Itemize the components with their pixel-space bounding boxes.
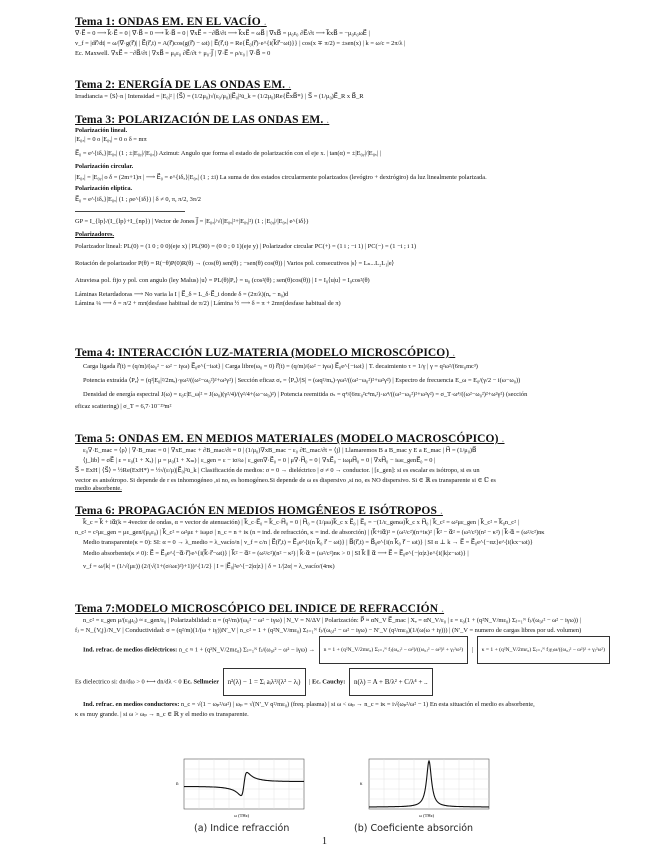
formula-line: vector es anisótropo. Si depende de r es inhomogéneo ,si no, es homogéneo.Si depende de ω es dispersivo ,si no, es NO dispersivo. Si ∈ ℝ es transparente si ∈ ℂ es: [75, 476, 496, 484]
formula: Es dielectrico si: dn/dω > 0 ⟷ dn/dλ < 0: [75, 678, 182, 686]
formula-line: Densidad de energía espectral J(ω) = ε₀c|E_ω|² = J(ω₀)(γ²/4)/(γ²/4+(ω−ω₀)²) | Potencia reemitida σₛ = q⁴/(6πε₀²c⁴mₑ²)·ω⁴/((ω²−ω₀²)²+ω²γ²) = σ_T·ω⁴/((ω²−ω₀²)²+ω²γ²) (sección: [83, 391, 528, 398]
section-tema-7: [75, 603, 615, 719]
formula-line: Rotación de polarizador P(θ) = R(−θ)P(0)R(θ) → (cos(θ) sen(θ) ; −sen(θ) cos(θ)) | Varios pol. consecutivos |s⟩ = Lₙ...L₂L₁|e⟩: [75, 260, 395, 268]
formula-line: Lámina ¼ ⟶ δ = π/2 + mπ(desfase habitual de π/2) | Lámina ½ ⟶ δ = π + 2mπ(desfase habitual de π): [75, 300, 341, 308]
section-heading: Tema 5: ONDAS EM. EN MEDIOS MATERIALES (MODELO MACROSCÓPICO) .: [75, 433, 615, 445]
section-tema-1: [75, 16, 615, 60]
formula-line: medio absorbente.: [75, 484, 122, 492]
conductor-label: Ind. refrac. en medios conductores:: [83, 701, 180, 709]
formula-line: k⃗_c = k⃗ + iα⃗(k = 4vector de ondas, α = vector de atenuación) | k⃗_c·E⃗₀ = k⃗_c·H⃗₀ = 0 | H⃗₀ = (1/μω)k⃗_c x E⃗₀ | E⃗₀ = −(1/ε_genω)k⃗_c x H⃗₀ | k⃗_c² = ω²με_gen | k⃗_c² = k⃗₀n_c² |: [83, 519, 519, 526]
formula-line: Atraviesa pol. fijo y pol. con angulo (ley Malus) |u⟩ = PL(θ)|Pₓ⟩ = u₀ (cos²(θ) ; sen(θ)cos(θ)) | I = I₀⟨u|u⟩ = I₀cos²(θ): [75, 277, 370, 285]
formula-line: κ es muy grande. | si ω > ωₚ → n_c ∈ ℝ y el medio es transparente.: [75, 710, 249, 718]
section-tema-6: [75, 505, 615, 575]
section-heading: Tema 2: ENERGÍA DE LAS ONDAS EM. .: [75, 79, 615, 91]
subheading: Polarización circular.: [75, 163, 134, 171]
subheading: Polarización lineal.: [75, 127, 128, 134]
y-axis-label: κ: [360, 782, 363, 787]
section-tema-4: [75, 347, 615, 412]
absorption-coefficient-figure: [357, 757, 492, 819]
divider: [75, 211, 185, 212]
conductor-line: [75, 700, 615, 710]
section-tema-3: [75, 114, 615, 308]
section-heading: Tema 3: POLARIZACIÓN DE LAS ONDAS EM. .: [75, 114, 615, 126]
formula-line: |E₀ₓ| = |E₀ᵧ| o δ = (2m+1)π | ⟶ E⃗₀ = e^{iδₓ}|E₀ₓ| (1 ; ±i) La suma de dos estados circularmente polarizados (levógiro + dextrógiro) da luz linealmente polarizada.: [75, 174, 487, 182]
page-number: 1: [322, 836, 327, 847]
formula-line: n_c² = c²με_gen = με_gen/(μ₀ε₀) | k⃗_c² = ω²με + iωμσ | n_c = n + iκ (n = ind. de refracción, κ = ind. de absorción) | (k⃗+iα⃗)² = (ω²/c²)(n+iκ)² | k⃗² − α⃗² = (ω²/c²)(n² − κ²) | k⃗·α⃗ = (ω²/c²)nκ: [75, 529, 545, 537]
section-heading: Tema 7:MODELO MICROSCÓPICO DEL INDICE DE REFRACCIÓN .: [75, 603, 615, 615]
formula-line: GP = I_{lp}/(I_{lp}+I_{np}) | Vector de Jones J⃗ = |E₀ₓ|/√(|E₀ₓ|²+|E₀ᵧ|²) (1 ; |E₀ᵧ|/|E₀ₓ| e^{iδ}): [75, 218, 309, 226]
boxed-formula-cauchy: n(λ) = A + B/λ² + C/λ⁴ + ..: [349, 668, 433, 696]
formula-line: |E₀ₓ| = 0 o |E₀ᵧ| = 0 o δ = mπ: [75, 136, 147, 143]
formula-line: ⟨j_lib⟩ = σE⃗ | ε = ε₀(1 + Xₑ) | μ = μ₀(1 + Xₘ) | ε_gen = ε − iσ/ω | ε_gen∇·E⃗₀ = 0 | μ∇·H⃗₀ = 0 | ∇xE⃗₀ − iωμH⃗₀ = 0 | ∇xH⃗₀ − iωε_genE⃗₀ = 0 |: [83, 457, 436, 465]
dielectric-line: Ind. refrac. de medios dieléctricos: n_c ≈ 1 + (q²N_V/2mε₀) Σⱼ₌₁ᴺ fⱼ/(ω₀ⱼ² − ω² − iγω) → n = 1 + (q²N_V/2mε₀) Σⱼ₌₁ᴺ fⱼ(ω₀ⱼ² − ω²)/((ω₀ⱼ² − ω²)² + γⱼ²ω²) | κ = 1 + (q²N_V/2mε₀) Σⱼ₌₁ᴺ fⱼγⱼω/((ω₀ⱼ² − ω²)² + γⱼ²ω²): [75, 636, 615, 664]
formula-line: eficaz scattering) | σ_T = 6,7·10⁻²⁹m²: [75, 403, 172, 410]
formula-line: v_f = |dr⃗/dt| = ω/|∇⃗·g(r⃗)| | E⃗(r⃗,t) = A(r⃗)cos(g(r⃗) − ωt) | E⃗(r⃗,t) = Re{E⃗₀(r⃗)·e^{i(k⃗r⃗−ωt)}} | cos(x ∓ π/2) = ±sen(x) | k = ω/c = 2π/λ |: [75, 40, 406, 48]
section-tema-2: [75, 79, 615, 102]
boxed-formula-kappa: κ = 1 + (q²N_V/2mε₀) Σⱼ₌₁ᴺ fⱼγⱼω/((ω₀ⱼ² − ω²)² + γⱼ²ω²): [477, 636, 610, 664]
section-heading: Tema 1: ONDAS EM. EN EL VACÍO .: [75, 16, 615, 28]
sellmeier-label: Ec. Sellmeier: [183, 678, 220, 686]
refraction-index-figure: [172, 757, 307, 819]
cauchy-label: Ec. Cauchy:: [312, 678, 346, 686]
formula-line: fⱼ = N_{V,j}/N_V | Conductividad: σ = (q²/m)(1/(ω + iγ))N′_V | n_c² = 1 + (q²N_V/mε₀) Σⱼ₌₁ᴺ fⱼ/(ω₀ⱼ² − ω² − iγω) − N′_V (q²/mε₀)(1/(ω(ω + iγ))) | (N′_V = numero de cargas libres por ud. volumen): [75, 627, 582, 635]
section-heading: Tema 4: INTERACCIÓN LUZ-MATERIA (MODELO MICROSCÓPICO) .: [75, 347, 615, 359]
formula-line: n_c² = ε_gen μ/(ε₀μ₀) ≈ ε_gen/ε₀ | Polarizabilidad: α = (q²/m)/(ω₀² − ω² − iγω) | N_V = N/ΔV | Polarización: P⃗ ≈ αN_V E⃗_mac | Xₑ = αN_V/ε₀ | ε = ε₀(1 + (q²N_V/mε₀) Σⱼ₌₁ᴺ fⱼ/(ω₀ⱼ² − ω² − iγω)) |: [83, 617, 581, 624]
x-axis-label: ω (THz): [419, 813, 435, 818]
formula-line: Carga ligada r⃗(t) = (q/m)/(ω₀² − ω² − iγω) E⃗₀e^{−iωt} | Carga libre(ω₀ = 0) r⃗(t) = (q/m)/(ω² − iγω) E⃗₀e^{−iωt} | T. decaimiento τ = 1/γ | γ = q²ω²/(6πε₀mc³): [83, 363, 478, 370]
formula-line: Potencia extraída ⟨Pₑ⟩ = (q²|E₀|²/2mₑ)·γω²/((ω²−ω₀²)²+ω²γ²) | Sección eficaz σₑ = ⟨Pₑ⟩/|S| = (ωq²/mₑ)·γω²/((ω²−ω₀²)²+ω²γ²) | Espectro de frecuencia E_ω = E₀/(γ/2 − i(ω−ω₀)): [83, 377, 521, 384]
section-tema-5: [75, 433, 615, 493]
formula-line: Medio transparente(κ = 0): SI: α = 0 → λ_medio = λ_vacío/n | v_f = c/n | E⃗(r⃗,t) = E⃗₀e^{i(n k⃗₀ r⃗ − ωt)} | B⃗(r⃗,t) = B⃗₀e^{i(n k⃗₀ r⃗ − ωt)} | SI α ⊥ k → E⃗ = E⃗₀e^{−αz}e^{i(kx−ωt)}: [83, 539, 533, 547]
formula-line: S⃗ = ExH | ⟨S⃗⟩ = ½Re(ExH*) = ½√(ε/μ)|E⃗₀|²ū_k | Clasificación de medios: σ = 0 → dieléctrico | σ ≠ 0 → conductor. | [ε_gen]: si es escalar es isótropo, si es un: [75, 467, 480, 475]
formula-line: Polarizador lineal: PL(0) = (1 0 ; 0 0)(eje x) | PL(90) = (0 0 ; 0 1)(eje y) | Polarizador circular PC(+) = (1 i ; −i 1) | PC(−) = (1 −i ; i 1): [75, 243, 417, 251]
subheading: Polarizadores.: [75, 231, 115, 239]
figure-caption-b: (b) Coeficiente absorción: [354, 823, 474, 834]
formula: n_c = √(1 − ωₚ²/ω²) | ωₚ = √(N′_V q²/mε₀) (freq. plasma) | si ω < ωₚ → n_c = iκ = i√(ωₚ²/ω² − 1) En esta situación el medio es absorbente,: [180, 701, 535, 709]
formula-line: ε₀∇·E_mac = ⟨ρ⟩ | ∇·B_mac = 0 | ∇xE_mac + ∂B_mac/∂t = 0 | (1/μ₀)∇xB_mac − ε₀ ∂E_mac/∂t = ⟨j⟩ | Llamaremos B a B_mac y E a E_mac | H⃗ = (1/μ₀)B⃗: [83, 447, 477, 454]
sellmeier-line: Es dielectrico si: dn/dω > 0 ⟷ dn/dλ < 0 Ec. Sellmeier n²(λ) − 1 = Σᵢ aᵢλ²/(λ² − λᵢ) | Ec. Cauchy: n(λ) = A + B/λ² + C/λ⁴ + ..: [75, 668, 615, 696]
boxed-formula-n: n = 1 + (q²N_V/2mε₀) Σⱼ₌₁ᴺ fⱼ(ω₀ⱼ² − ω²)/((ω₀ⱼ² − ω²)² + γⱼ²ω²): [319, 636, 468, 664]
formula-line: Láminas Retardadoras ⟶ No varia la I | E⃗_δ = L_δ·E⃗_i donde δ = (2π/λ)(nₑ − n₀)d: [75, 291, 289, 299]
figure-caption-a: (a) Indice refracción: [194, 823, 290, 834]
dielectric-label: Ind. refrac. de medios dieléctricos:: [83, 646, 178, 654]
formula-line: Medio absorbente(κ ≠ 0): E⃗ = E⃗₀e^{−α⃗·r⃗}e^{i(k⃗·r⃗−ωt)} | k⃗² − α⃗² = (ω²/c²)(n² − κ²) | k⃗·α⃗ = (ω²/c²)nκ > 0 | SI k⃗ ∥ α⃗ ⟶ E⃗ = E⃗₀e^{−|α|z}e^{i(|k|z−ωt)} |: [83, 549, 469, 557]
formula: n_c ≈ 1 + (q²N_V/2mε₀) Σⱼ₌₁ᴺ fⱼ/(ω₀ⱼ² − ω² − iγω) →: [178, 646, 316, 654]
boxed-formula-sellmeier: n²(λ) − 1 = Σᵢ aᵢλ²/(λ² − λᵢ): [223, 668, 306, 696]
formula-line: E⃗₀ = e^{iδₓ}|E₀ₓ| (1 ; ρe^{iδ}) | δ ≠ 0, π, π/2, 3π/2: [75, 196, 201, 204]
y-axis-label: n: [176, 782, 179, 787]
formula-line: Irradiancia = ⟨S⟩·n | Intensidad = |E₀|² | ⟨S⃗⟩ = (1/2μ₀)√(ε₀/μ₀)|E⃗₀|²ū_k = (1/2μ₀)Re{E⃗xB⃗*} | S⃗ = (1/μ₀)E⃗_R x B⃗_R: [75, 93, 364, 100]
formula-line: Ec. Maxwell. ∇xE⃗ = −∂B⃗/∂t | ∇xB⃗ = μ₀ε₀ ∂E⃗/∂t + μ₀·J⃗ | ∇·E⃗ = ρ/ε₀ | ∇·B⃗ = 0: [75, 50, 271, 58]
x-axis-label: ω (THz): [234, 813, 250, 818]
formula-line: ∇⃗·E⃗ = 0 ⟶ k⃗·E⃗ = 0 | ∇⃗·B⃗ = 0 ⟶ k⃗·B⃗ = 0 | ∇⃗xE⃗ = −∂B⃗/∂t ⟶ k⃗xE⃗ = ωB⃗ | ∇⃗xB⃗ = μ₀ε₀ ∂E⃗/∂t ⟶ k⃗xB⃗ = −μ₀ε₀ωE⃗ |: [75, 30, 370, 37]
formula-line: E⃗₀ = e^{iδₓ}|E₀ₓ| (1 ; ±|E₀ᵧ|/|E₀ₓ|) Azimut: Angulo que forma el estado de polarización con el eje x. | tan(α) = ±|E₀ᵧ|/|E₀ₓ| |: [75, 150, 381, 158]
subheading: Polarización elíptica.: [75, 185, 133, 193]
section-heading: Tema 6: PROPAGACIÓN EN MEDIOS HOMGÉNEOS E ISÓTROPOS .: [75, 505, 615, 517]
formula-line: v_f = ω/|k| = (1/√(με)) (2/(√(1+(σ/ωε)²)+1))^{1/2} | I = |E⃗₀|²e^{−2|α|z} | δ = 1/|2α| = λ_vacío/(4πκ): [83, 562, 335, 570]
